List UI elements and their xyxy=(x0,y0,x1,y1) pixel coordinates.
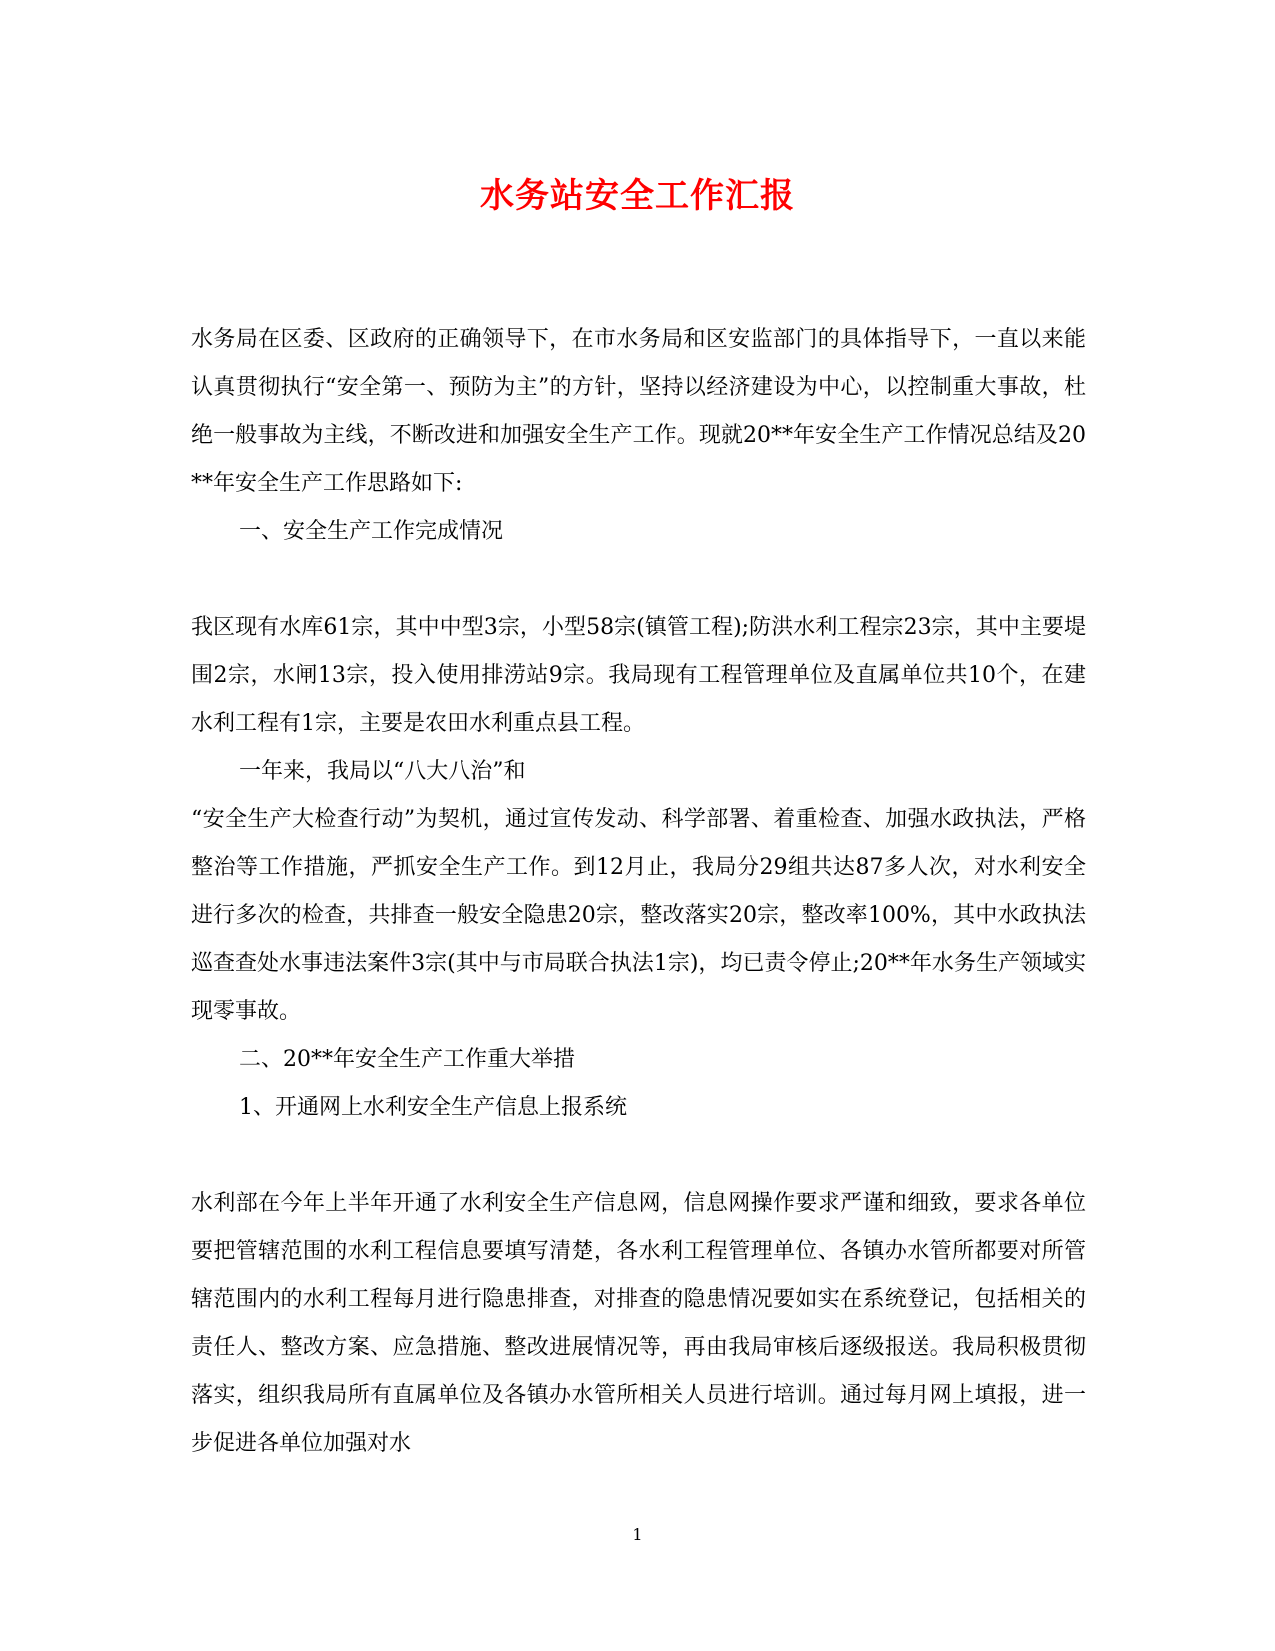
year-review-lead: 一年来，我局以“八大八治”和 xyxy=(239,759,526,784)
subsection-heading-online-system: 1、开通网上水利安全生产信息上报系统 xyxy=(239,1095,627,1120)
page-number: 1 xyxy=(632,1525,643,1544)
section-heading-completion: 一、安全生产工作完成情况 xyxy=(239,519,504,544)
document-title: 水务站安全工作汇报 xyxy=(480,176,795,216)
online-system-paragraph: 水利部在今年上半年开通了水利安全生产信息网，信息网操作要求严谨和细致，要求各单位要把管辖范围的水利工程信息要填写清楚，各水利工程管理单位、各镇办水管所都要对所管辖范围内的水利工程每月进行隐患排查，对排查的隐患情况要如实在系统登记，包括相关的责任人、整改方案、应急措施、整改进展情况等，再由我局审核后逐级报送。我局积极贯彻落实，组织我局所有直属单位及各镇办水管所相关人员进行培训。通过每月网上填报，进一步促进各单位加强对水 xyxy=(191,1191,1086,1456)
reservoir-paragraph: 我区现有水库61宗，其中中型3宗，小型58宗(镇管工程);防洪水利工程宗23宗，其中主要堤围2宗，水闸13宗，投入使用排涝站9宗。我局现有工程管理单位及直属单位共10个，在建水利工程有1宗，主要是农田水利重点县工程。 xyxy=(191,615,1086,736)
document-body xyxy=(191,316,1086,1468)
section-heading-measures: 二、20**年安全生产工作重大举措 xyxy=(239,1047,575,1072)
inspection-paragraph: “安全生产大检查行动”为契机，通过宣传发动、科学部署、着重检查、加强水政执法，严格整治等工作措施，严抓安全生产工作。到12月止，我局分29组共达87多人次，对水利安全进行多次的检查，共排查一般安全隐患20宗，整改落实20宗，整改率100%，其中水政执法巡查查处水事违法案件3宗(其中与市局联合执法1宗)，均已责令停止;20**年水务生产领域实现零事故。 xyxy=(191,807,1086,1024)
intro-paragraph: 水务局在区委、区政府的正确领导下，在市水务局和区安监部门的具体指导下，一直以来能认真贯彻执行“安全第一、预防为主”的方针，坚持以经济建设为中心，以控制重大事故，杜绝一般事故为主线，不断改进和加强安全生产工作。现就20**年安全生产工作情况总结及20**年安全生产工作思路如下: xyxy=(191,327,1086,496)
